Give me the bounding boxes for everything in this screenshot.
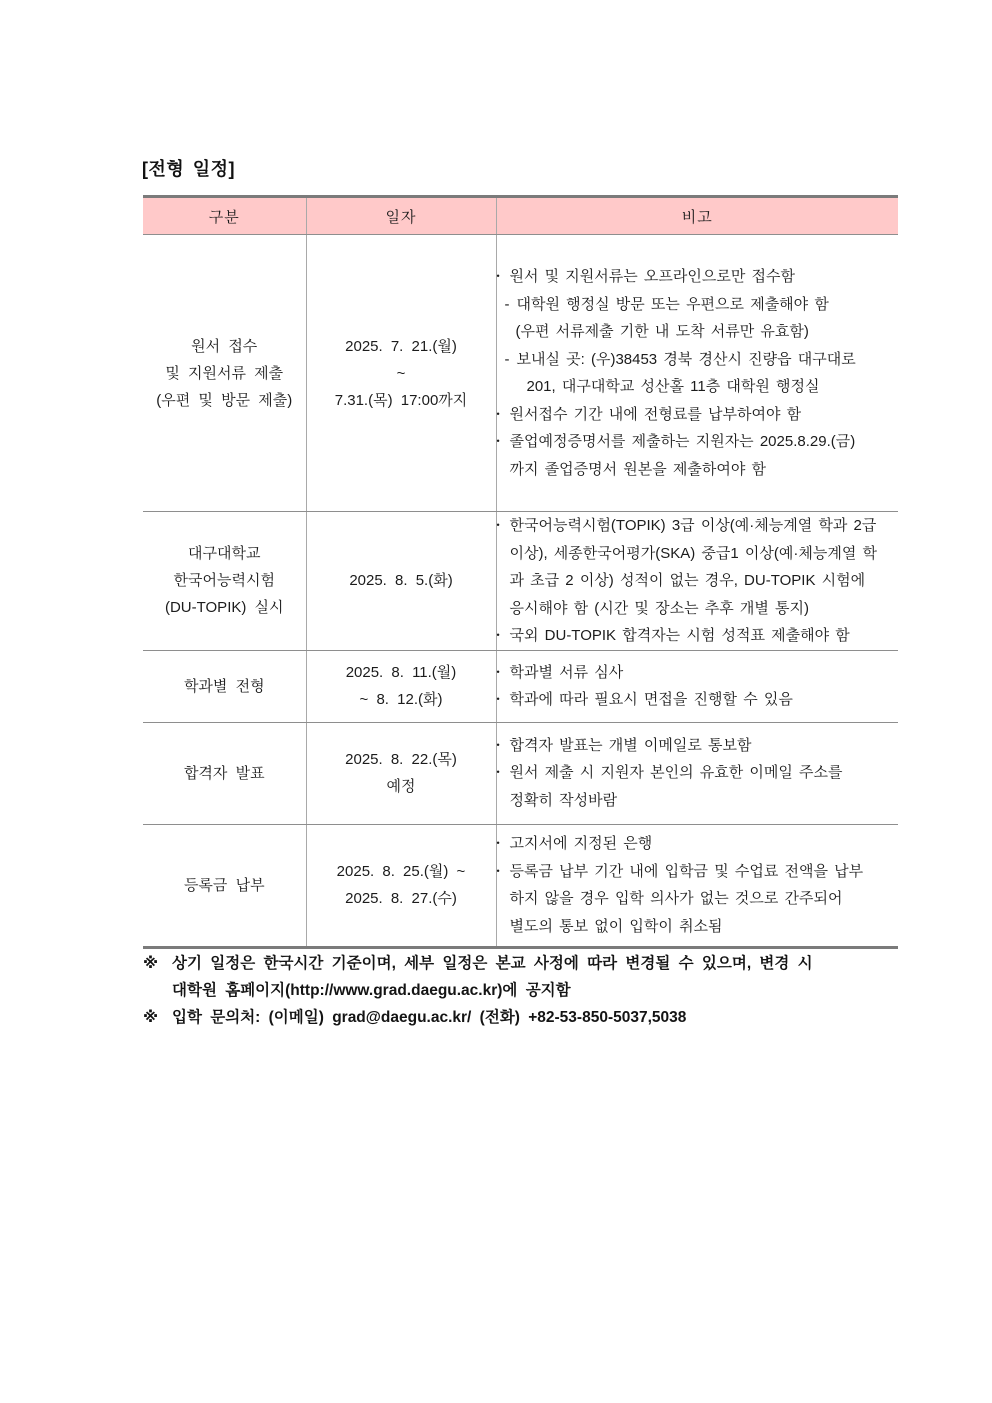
note-line xyxy=(497,346,899,374)
note-line xyxy=(497,858,899,886)
note-text: 학과별 서류 심사 xyxy=(509,663,624,681)
table-row xyxy=(143,512,898,651)
reference-mark-icon: ※ xyxy=(143,955,159,972)
note-line xyxy=(497,622,899,650)
table-body xyxy=(143,235,898,948)
date-cell xyxy=(306,650,496,722)
table-row xyxy=(143,235,898,512)
note-line xyxy=(497,595,899,623)
footnotes-section xyxy=(143,950,911,1031)
note-line xyxy=(497,885,899,913)
bullet-icon: • xyxy=(496,436,500,446)
category-cell xyxy=(143,235,306,512)
note-text: 원서접수 기간 내에 전형료를 납부하여야 함 xyxy=(509,405,802,423)
note-line xyxy=(497,401,899,429)
footnote-text xyxy=(172,1004,911,1031)
note-text: 하지 않을 경우 입학 의사가 없는 것으로 간주되어 xyxy=(509,890,843,907)
table-header-row xyxy=(143,197,898,235)
notes-cell xyxy=(496,722,898,824)
note-line xyxy=(497,318,899,346)
category-cell xyxy=(143,650,306,722)
date-line: 2025. 8. 5.(화) xyxy=(349,572,453,590)
date-line: 2025. 8. 22.(목) xyxy=(345,751,457,768)
note-text: 정확히 작성바람 xyxy=(509,791,618,809)
date-cell xyxy=(306,512,496,651)
table-row xyxy=(143,722,898,824)
column-header-date: 일자 xyxy=(306,197,496,235)
column-header-category: 구분 xyxy=(143,197,306,235)
bullet-icon: • xyxy=(496,520,500,530)
note-line xyxy=(497,456,899,484)
date-line: ~ 8. 12.(화) xyxy=(359,691,443,708)
note-line xyxy=(497,787,899,815)
category-cell xyxy=(143,512,306,651)
date-cell xyxy=(306,824,496,947)
note-text: 까지 졸업증명서 원본을 제출하여야 함 xyxy=(509,460,767,478)
notes-cell xyxy=(496,235,898,512)
note-text: 고지서에 지정된 은행 xyxy=(509,835,653,852)
dash-icon: - xyxy=(504,295,510,313)
bullet-icon: • xyxy=(496,408,500,419)
note-text: 합격자 발표는 개별 이메일로 통보함 xyxy=(509,736,752,754)
bullet-icon: • xyxy=(496,694,500,704)
note-text: 원서 및 지원서류는 오프라인으로만 접수함 xyxy=(509,268,795,285)
category-line: 합격자 발표 xyxy=(183,764,265,782)
note-line xyxy=(497,512,899,540)
note-line xyxy=(497,291,899,319)
note-text: 원서 제출 시 지원자 본인의 유효한 이메일 주소를 xyxy=(509,764,843,782)
table-row xyxy=(143,650,898,722)
bullet-icon: • xyxy=(496,865,500,876)
date-line: 예정 xyxy=(386,778,416,795)
reference-mark-icon: ※ xyxy=(143,1009,159,1026)
note-text: 이상), 세종한국어평가(SKA) 중급1 이상(예·체능계열 학 xyxy=(509,544,877,562)
bullet-icon: • xyxy=(496,666,500,677)
bullet-icon: • xyxy=(496,271,500,281)
date-line: ~ xyxy=(396,364,406,382)
bullet-icon: • xyxy=(496,739,500,750)
note-text: 학과에 따라 필요시 면접을 진행할 수 있음 xyxy=(509,691,793,708)
note-line xyxy=(497,659,899,687)
category-line: 및 지원서류 제출 xyxy=(165,364,284,382)
date-line: 2025. 7. 21.(월) xyxy=(345,337,457,355)
bullet-icon: • xyxy=(496,630,500,640)
date-cell xyxy=(306,722,496,824)
category-cell xyxy=(143,824,306,947)
note-text: 대학원 행정실 방문 또는 우편으로 제출해야 함 xyxy=(516,295,829,313)
dash-icon: - xyxy=(504,350,510,368)
notes-cell xyxy=(496,650,898,722)
category-cell xyxy=(143,722,306,824)
note-text: 등록금 납부 기간 내에 입학금 및 수업료 전액을 납부 xyxy=(509,862,864,880)
note-line xyxy=(497,913,899,941)
note-line xyxy=(497,540,899,568)
footnote xyxy=(143,1004,911,1031)
note-line xyxy=(497,373,899,401)
category-line: 한국어능력시험 xyxy=(173,572,275,590)
footnote-line: 대학원 홈페이지(http://www.grad.daegu.ac.kr)에 공지함 xyxy=(172,982,571,999)
note-text: 별도의 통보 없이 입학이 취소됨 xyxy=(509,917,723,935)
notes-cell xyxy=(496,824,898,947)
category-line: (우편 및 방문 제출) xyxy=(156,391,293,409)
footnote-line: 상기 일정은 한국시간 기준이며, 세부 일정은 본교 사정에 따라 변경될 수 있으며, 변경 시 xyxy=(172,955,813,972)
note-line xyxy=(497,759,899,787)
note-text: 보내실 곳: (우)38453 경북 경산시 진량읍 대구대로 xyxy=(516,350,856,368)
note-text: 201, 대구대학교 성산홀 11층 대학원 행정실 xyxy=(526,378,820,395)
date-line: 2025. 8. 27.(수) xyxy=(345,890,457,907)
category-line: 대구대학교 xyxy=(188,545,261,563)
footnote-text xyxy=(172,950,911,1004)
note-text: 과 초급 2 이상) 성적이 없는 경우, DU-TOPIK 시험에 xyxy=(509,572,866,589)
note-line xyxy=(497,732,899,760)
date-line: 7.31.(목) 17:00까지 xyxy=(334,391,468,409)
category-line: 등록금 납부 xyxy=(183,876,265,894)
notes-cell xyxy=(496,512,898,651)
note-text: 응시해야 함 (시간 및 장소는 추후 개별 통지) xyxy=(509,599,809,617)
date-line: 2025. 8. 25.(월) ~ xyxy=(336,863,466,880)
category-line: 원서 접수 xyxy=(191,337,258,355)
note-line xyxy=(497,686,899,714)
page-title: [전형 일정] xyxy=(142,159,236,179)
note-line xyxy=(497,263,899,291)
bullet-icon: • xyxy=(496,767,500,778)
date-cell xyxy=(306,235,496,512)
note-text: 국외 DU-TOPIK 합격자는 시험 성적표 제출해야 함 xyxy=(509,627,850,644)
note-line xyxy=(497,428,899,456)
footnote-line: 입학 문의처: (이메일) grad@daegu.ac.kr/ (전화) +82-53-850-5037,5038 xyxy=(172,1009,687,1026)
note-text: (우편 서류제출 기한 내 도착 서류만 유효함) xyxy=(515,323,809,340)
note-line xyxy=(497,567,899,595)
bullet-icon: • xyxy=(496,838,500,848)
schedule-table xyxy=(143,195,898,949)
note-line xyxy=(497,830,899,858)
date-line: 2025. 8. 11.(월) xyxy=(345,664,457,681)
footnote xyxy=(143,950,911,1004)
category-line: (DU-TOPIK) 실시 xyxy=(164,599,284,617)
table-row xyxy=(143,824,898,947)
note-text: 졸업예정증명서를 제출하는 지원자는 2025.8.29.(금) xyxy=(509,433,856,450)
column-header-remarks: 비고 xyxy=(496,197,898,235)
note-text: 한국어능력시험(TOPIK) 3급 이상(예·체능계열 학과 2급 xyxy=(509,517,877,534)
category-line: 학과별 전형 xyxy=(183,677,265,695)
